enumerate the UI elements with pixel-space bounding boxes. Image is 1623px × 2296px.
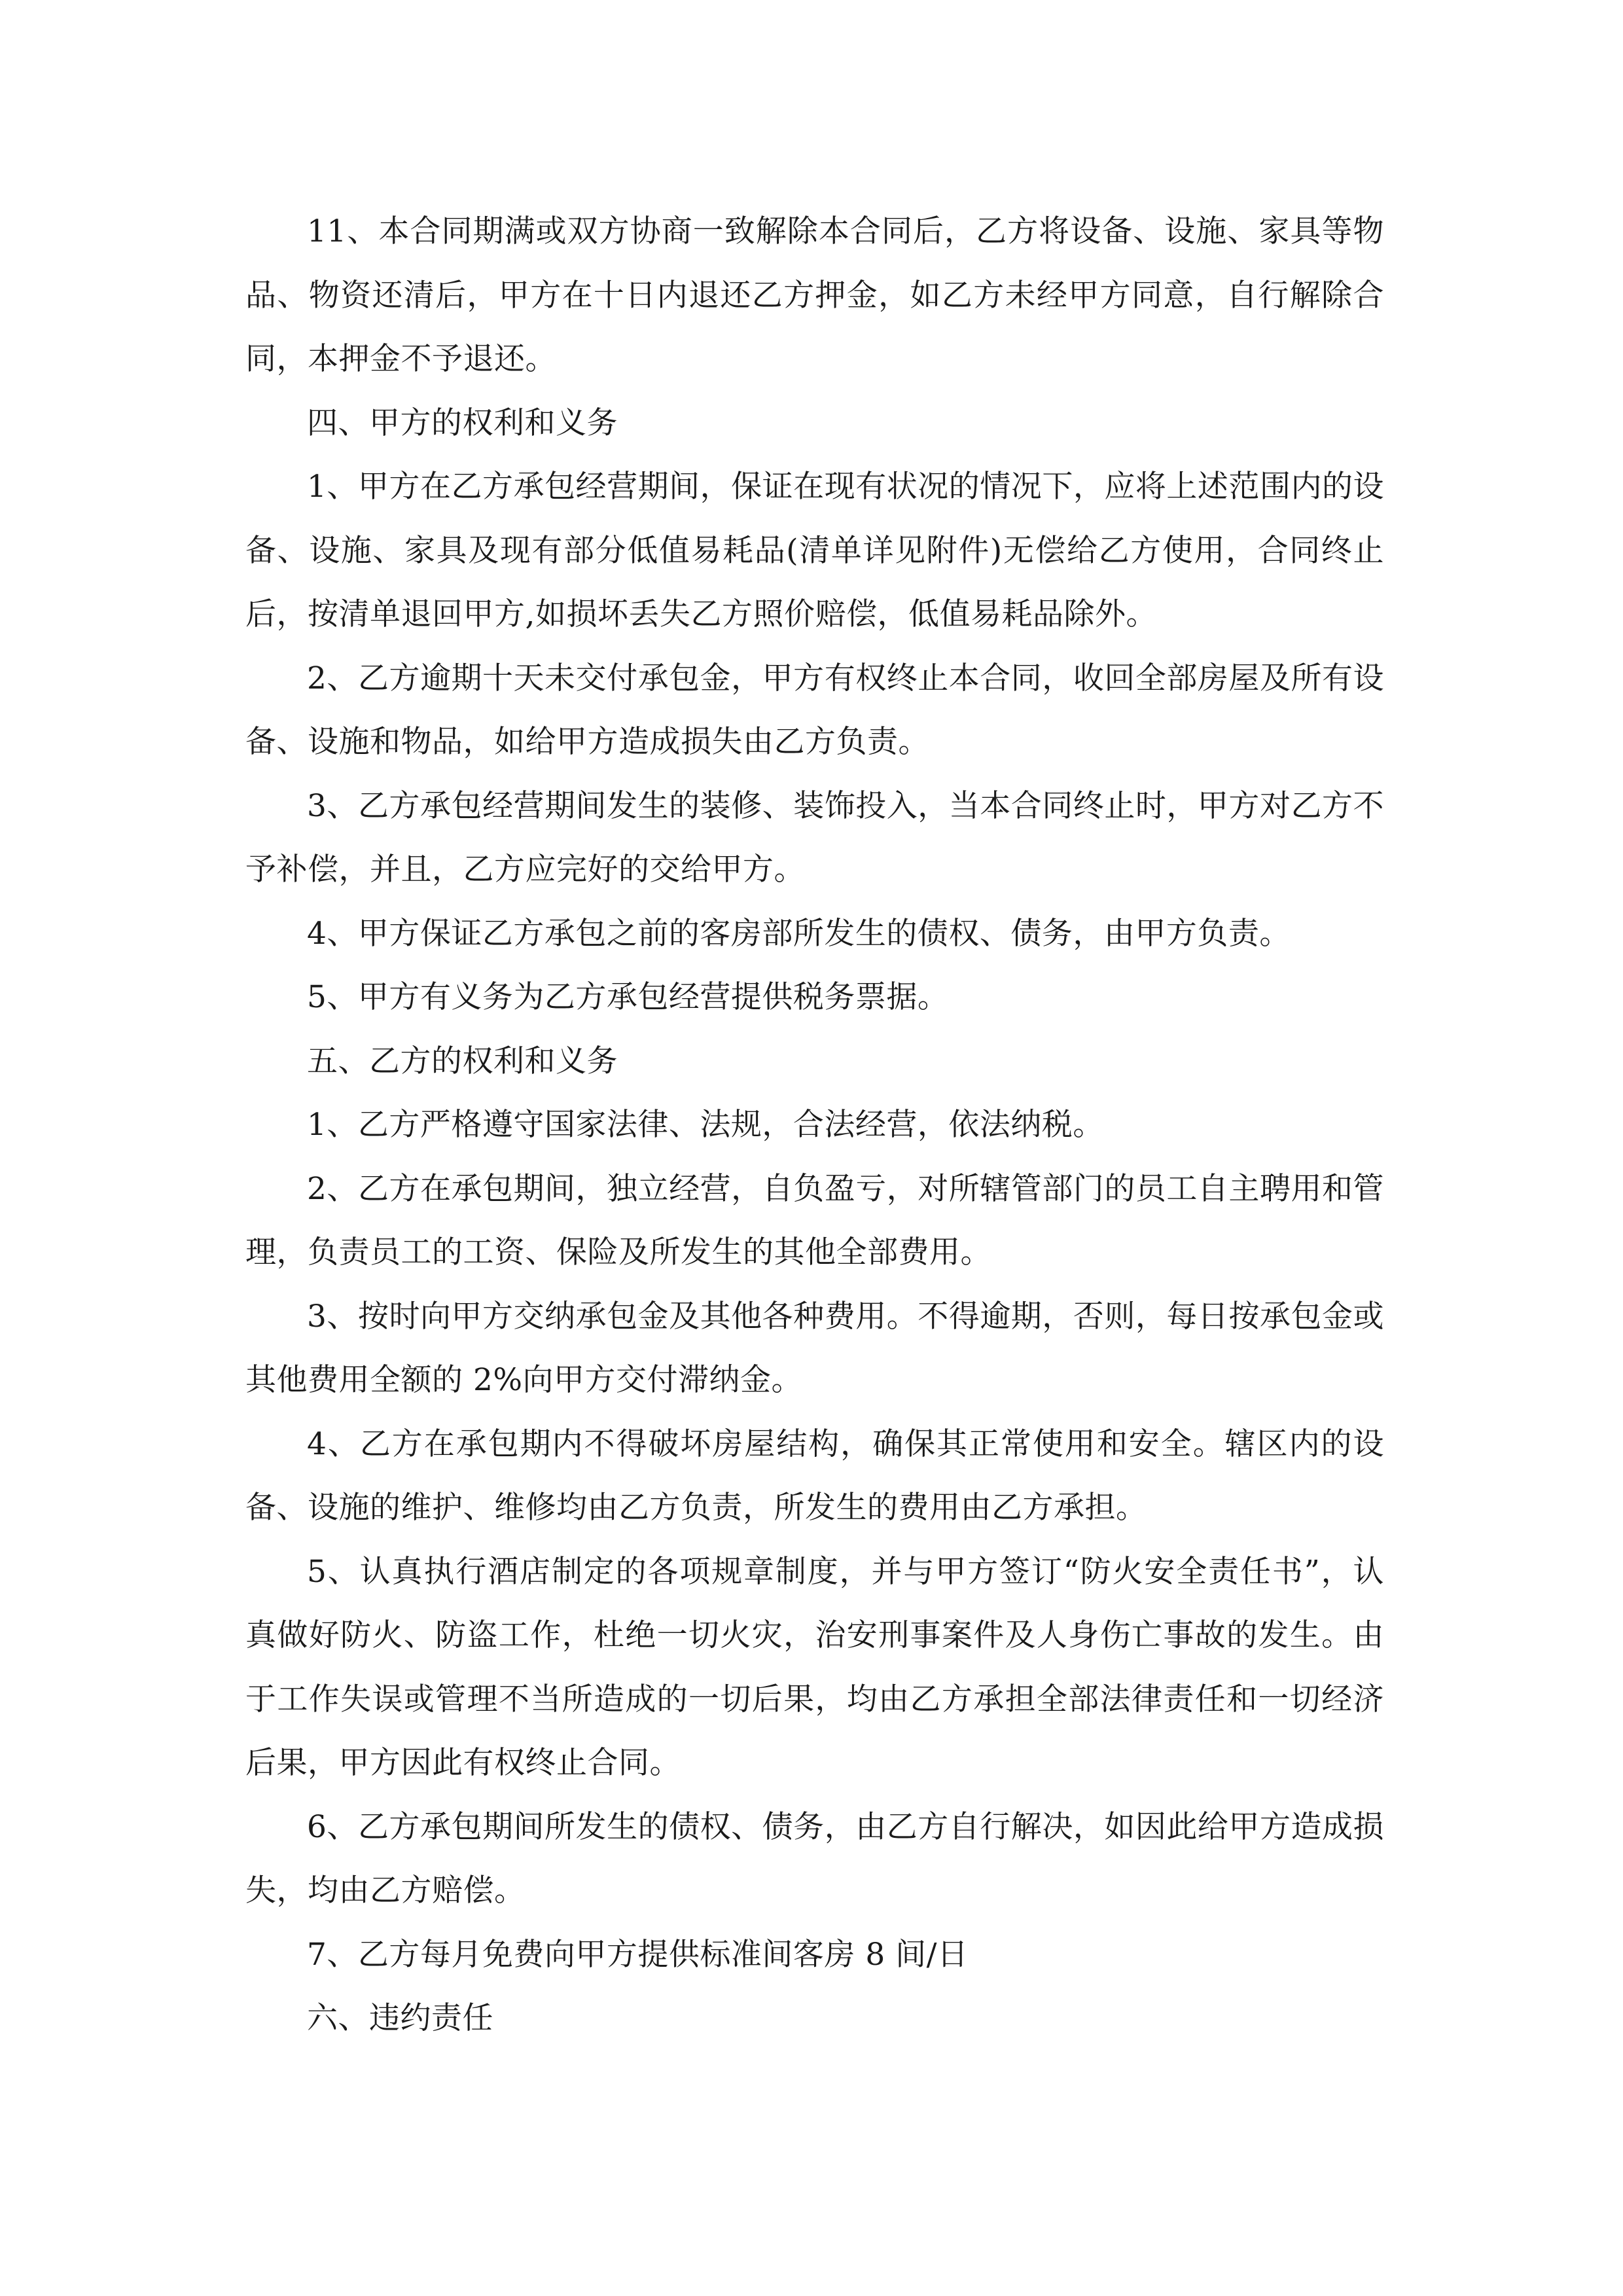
paragraph-a-4: 4、甲方保证乙方承包之前的客房部所发生的债权、债务，由甲方负责。: [307, 915, 1291, 952]
paragraph-b-1: 1、乙方严格遵守国家法律、法规，合法经营，依法纳税。: [307, 1107, 1104, 1143]
paragraph-b-5: 5、认真执行酒店制定的各项规章制度，并与甲方签订“防火安全责任书”，认真做好防火、防盗工作，杜绝一切火灾，治安刑事案件及人身伤亡事故的发生。由于工作失误或管理不当所造成的一切后果，均由乙方承担全部法律责任和一切经济后果，甲方因此有权终止合同。: [245, 1553, 1384, 1781]
paragraph-clause-11: 11、本合同期满或双方协商一致解除本合同后，乙方将设备、设施、家具等物品、物资还清后，甲方在十日内退还乙方押金，如乙方未经甲方同意，自行解除合同，本押金不予退还。: [245, 213, 1384, 377]
paragraph-a-3: 3、乙方承包经营期间发生的装修、装饰投入，当本合同终止时，甲方对乙方不予补偿，并且，乙方应完好的交给甲方。: [245, 787, 1384, 888]
paragraph-b-3: 3、按时向甲方交纳承包金及其他各种费用。不得逾期，否则，每日按承包金或其他费用全额的 2%向甲方交付滞纳金。: [245, 1298, 1384, 1398]
contract-body: [245, 200, 1384, 2051]
paragraph-b-2: 2、乙方在承包期间，独立经营，自负盈亏，对所辖管部门的员工自主聘用和管理，负责员工的工资、保险及所发生的其他全部费用。: [245, 1170, 1384, 1270]
paragraph-b-4: 4、乙方在承包期内不得破坏房屋结构，确保其正常使用和安全。辖区内的设备、设施的维护、维修均由乙方负责，所发生的费用由乙方承担。: [245, 1426, 1384, 1526]
paragraph-a-2: 2、乙方逾期十天未交付承包金，甲方有权终止本合同，收回全部房屋及所有设备、设施和物品，如给甲方造成损失由乙方负责。: [245, 660, 1384, 760]
paragraph-a-5: 5、甲方有义务为乙方承包经营提供税务票据。: [307, 979, 949, 1015]
heading-party-b-rights: 五、乙方的权利和义务: [307, 1043, 618, 1079]
paragraph-b-7: 7、乙方每月免费向甲方提供标准间客房 8 间/日: [307, 1936, 969, 1973]
paragraph-b-6: 6、乙方承包期间所发生的债权、债务，由乙方自行解决，如因此给甲方造成损失，均由乙方赔偿。: [245, 1808, 1384, 1909]
heading-party-a-rights: 四、甲方的权利和义务: [307, 404, 618, 441]
paragraph-a-1: 1、甲方在乙方承包经营期间，保证在现有状况的情况下，应将上述范围内的设备、设施、家具及现有部分低值易耗品(清单详见附件)无偿给乙方使用，合同终止后，按清单退回甲方,如损坏丢失乙方照价赔偿，低值易耗品除外。: [245, 469, 1384, 632]
heading-breach-liability: 六、违约责任: [307, 2000, 493, 2036]
